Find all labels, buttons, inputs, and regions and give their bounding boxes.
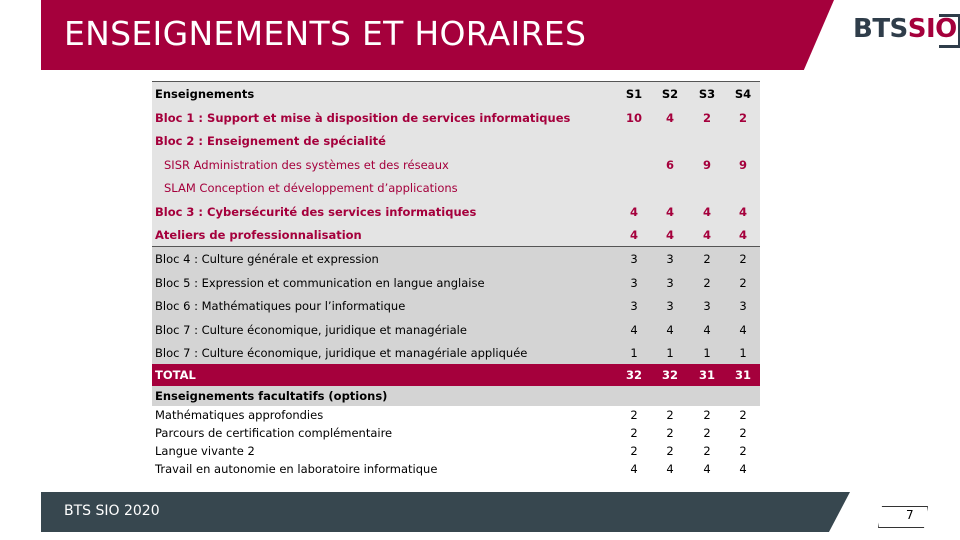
row-label: Bloc 3 : Cybersécurité des services informatiques — [155, 205, 477, 219]
cell-s3: 4 — [703, 461, 711, 476]
total-s4: 31 — [734, 368, 751, 382]
cell-s1: 3 — [630, 252, 638, 266]
row-label: Bloc 5 : Expression et communication en langue anglaise — [155, 276, 485, 290]
cell-s1: 3 — [630, 276, 638, 290]
row-label: Bloc 6 : Mathématiques pour l’informatique — [155, 299, 406, 313]
table-row — [152, 132, 760, 150]
table-row — [152, 406, 760, 423]
cell-s2: 4 — [666, 461, 674, 476]
table-row — [152, 344, 760, 362]
cell-s2: 2 — [666, 425, 674, 440]
cell-s3: 4 — [702, 205, 711, 219]
cell-s1: 4 — [630, 461, 638, 476]
schedule-table — [152, 81, 760, 478]
cell-s4: 1 — [739, 346, 747, 360]
bts-sio-logo — [853, 12, 957, 46]
cell-s4: 2 — [739, 425, 747, 440]
options-header-label: Enseignements facultatifs (options) — [155, 389, 388, 403]
cell-s1: 2 — [630, 443, 638, 458]
table-row — [152, 179, 760, 197]
cell-s2: 3 — [666, 276, 674, 290]
cell-s4: 4 — [739, 323, 747, 337]
cell-s3: 2 — [703, 276, 711, 290]
header-s2: S2 — [661, 87, 679, 101]
header-s4: S4 — [734, 87, 752, 101]
cell-s2: 4 — [665, 111, 674, 125]
cell-s4: 2 — [739, 276, 747, 290]
cell-s1: 4 — [630, 323, 638, 337]
cell-s2: 3 — [666, 252, 674, 266]
row-label: Bloc 7 : Culture économique, juridique et managériale — [155, 323, 467, 337]
table-row — [152, 250, 760, 268]
logo-bracket-icon — [939, 14, 960, 48]
row-label: Langue vivante 2 — [155, 443, 255, 458]
total-s1: 32 — [625, 368, 642, 382]
cell-s2: 6 — [665, 158, 674, 172]
total-label: TOTAL — [155, 368, 196, 382]
row-label: Travail en autonomie en laboratoire informatique — [155, 461, 438, 476]
cell-s4: 2 — [738, 111, 747, 125]
header-s1: S1 — [625, 87, 643, 101]
table-row — [152, 274, 760, 292]
page-number-box — [878, 506, 928, 528]
cell-s3: 9 — [702, 158, 711, 172]
cell-s1: 1 — [630, 346, 638, 360]
cell-s4: 2 — [739, 443, 747, 458]
table-row — [152, 424, 760, 441]
total-s2: 32 — [661, 368, 678, 382]
table-row — [152, 321, 760, 339]
cell-s2: 4 — [665, 228, 674, 242]
table-row — [152, 442, 760, 459]
row-label: Bloc 2 : Enseignement de spécialité — [155, 134, 386, 148]
row-label: Parcours de certification complémentaire — [155, 425, 393, 440]
row-label: SLAM Conception et développement d’applications — [164, 181, 458, 195]
cell-s1: 2 — [630, 407, 638, 422]
table-header-row — [152, 85, 760, 103]
table-row — [152, 460, 760, 477]
total-row — [152, 366, 760, 384]
table-row — [152, 226, 760, 244]
cell-s2: 3 — [666, 299, 674, 313]
header-s3: S3 — [698, 87, 716, 101]
table-row — [152, 203, 760, 221]
options-header-row — [152, 387, 760, 405]
header-label: Enseignements — [155, 87, 255, 101]
table-row — [152, 109, 760, 127]
cell-s2: 2 — [666, 443, 674, 458]
page-number: 7 — [906, 508, 914, 522]
row-label: Mathématiques approfondies — [155, 407, 324, 422]
row-label: Ateliers de professionnalisation — [155, 228, 362, 242]
cell-s4: 9 — [738, 158, 747, 172]
section-separator — [152, 246, 760, 247]
cell-s3: 1 — [703, 346, 711, 360]
cell-s3: 2 — [703, 443, 711, 458]
cell-s4: 4 — [738, 205, 747, 219]
table-row — [152, 297, 760, 315]
cell-s3: 2 — [703, 425, 711, 440]
row-label: SISR Administration des systèmes et des réseaux — [164, 158, 449, 172]
cell-s1: 10 — [625, 111, 642, 125]
cell-s2: 4 — [665, 205, 674, 219]
row-label: Bloc 4 : Culture générale et expression — [155, 252, 379, 266]
cell-s4: 2 — [739, 407, 747, 422]
slide-title: ENSEIGNEMENTS ET HORAIRES — [64, 14, 587, 53]
row-label: Bloc 1 : Support et mise à disposition de services informatiques — [155, 111, 571, 125]
logo-sio-text: SIO — [907, 14, 957, 44]
cell-s3: 4 — [702, 228, 711, 242]
cell-s1: 3 — [630, 299, 638, 313]
cell-s3: 4 — [703, 323, 711, 337]
total-s3: 31 — [698, 368, 715, 382]
cell-s3: 2 — [703, 407, 711, 422]
cell-s2: 2 — [666, 407, 674, 422]
footer-band — [41, 492, 850, 532]
cell-s1: 2 — [630, 425, 638, 440]
cell-s1: 4 — [629, 205, 638, 219]
footer-text: BTS SIO 2020 — [64, 503, 160, 519]
row-label: Bloc 7 : Culture économique, juridique et managériale appliquée — [155, 346, 528, 360]
cell-s4: 3 — [739, 299, 747, 313]
cell-s3: 2 — [703, 252, 711, 266]
cell-s4: 4 — [739, 461, 747, 476]
cell-s3: 3 — [703, 299, 711, 313]
cell-s1: 4 — [629, 228, 638, 242]
cell-s4: 4 — [738, 228, 747, 242]
cell-s3: 2 — [702, 111, 711, 125]
logo-bts-text: BTS — [853, 14, 908, 44]
cell-s4: 2 — [739, 252, 747, 266]
cell-s2: 1 — [666, 346, 674, 360]
cell-s2: 4 — [666, 323, 674, 337]
table-top-border — [152, 81, 760, 82]
table-row — [152, 156, 760, 174]
